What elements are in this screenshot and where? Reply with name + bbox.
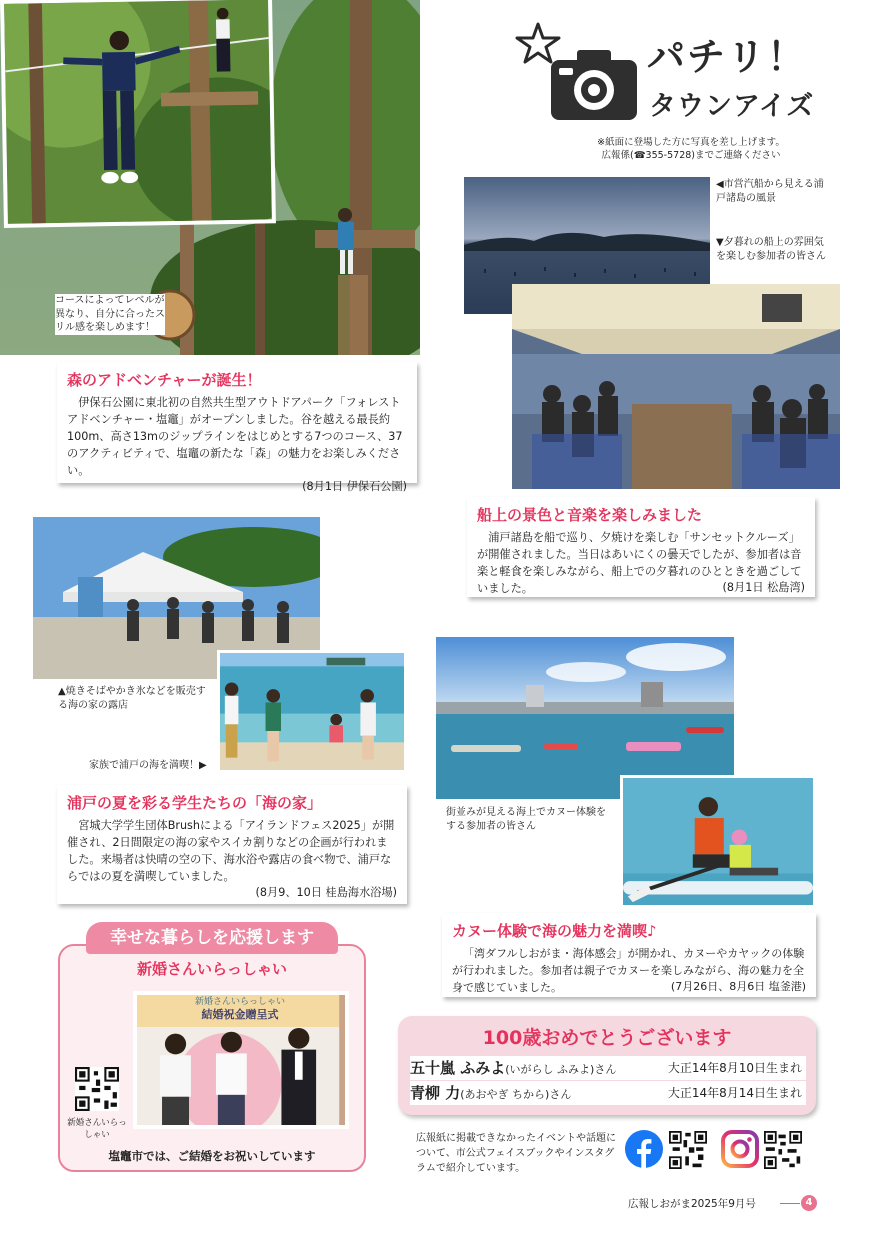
- article-forest-title: 森のアドベンチャーが誕生！: [67, 371, 262, 389]
- centenary-title: 100歳おめでとうございます: [482, 1027, 732, 1049]
- centenary-reading: (あおやぎ ちから)さん: [460, 1088, 572, 1101]
- article-forest: [57, 362, 417, 493]
- page-number: 4: [801, 1195, 817, 1211]
- article-canoe: [442, 913, 816, 997]
- newlywed-photo-sign: 新婚さんいらっしゃい: [194, 997, 285, 1007]
- cruise-photo-deck: [512, 284, 840, 489]
- article-forest-body: 伊保石公園に東北初の自然共生型アウトドアパーク「フォレストアドベンチャー・塩竈」がオープンしました。谷を越える最長約100m、高さ13mのジップラインをはじめとする7つのコース、37のアクティビティで、塩竈の新たな「森」の魅力をお楽しみください。: [67, 396, 403, 477]
- article-beach-title: 浦戸の夏を彩る学生たちの「海の家」: [67, 794, 323, 812]
- cruise-caption-islands: ◀市営汽船から見える浦戸諸島の風景: [716, 179, 824, 204]
- camera-icon: [547, 44, 641, 124]
- article-cruise-meta: (8月1日 松島湾): [722, 581, 805, 594]
- footer-divider: [780, 1203, 800, 1204]
- qr-code-icon: [669, 1131, 707, 1169]
- beach-caption-family: 家族で浦戸の海を満喫！▶: [89, 760, 207, 771]
- qr-code-icon: [764, 1131, 802, 1169]
- article-canoe-body: 「湾ダフルしおがま・海体感会」が開かれ、カヌーやカヤックの体験が行われました。参加者は親子でカヌーを楽しみながら、海の魅力を全身で感じていました。: [452, 947, 805, 994]
- centenary-reading: (いがらし ふみよ)さん: [505, 1063, 617, 1076]
- newlywed-photo-sign2: 結婚祝金贈呈式: [201, 1008, 279, 1021]
- page-title: パチリ！: [647, 35, 808, 79]
- centenary-person-1: [410, 1056, 806, 1080]
- beach-photo-family: [217, 650, 407, 773]
- newlywed-footer: 塩竈市では、ご結婚をお祝いしています: [108, 1149, 316, 1163]
- article-cruise-body: 浦戸諸島を船で巡り、夕焼けを楽しむ「サンセットクルーズ」が開催されました。当日はあいにくの曇天でしたが、参加者は音楽と軽食を楽しみながら、船上での夕暮れのひとときを過ごしていました。: [477, 531, 802, 595]
- article-canoe-meta: (7月26日、8月6日 塩釜港): [670, 980, 806, 993]
- footer-issue-text: 広報しおがま2025年9月号: [628, 1198, 756, 1210]
- article-beach-meta: (8月9、10日 桂島海水浴場): [255, 886, 397, 899]
- centenary-birth: 大正14年8月14日生まれ: [667, 1086, 802, 1100]
- forest-photo-inset: [0, 0, 276, 228]
- facebook-icon[interactable]: [625, 1130, 663, 1168]
- header-notice-line1: ※紙面に登場した方に写真を差し上げます。: [597, 137, 785, 148]
- newlywed-qr-label: 新婚さんいらっしゃい: [67, 1118, 127, 1140]
- centenary-name: 五十嵐 ふみよ: [410, 1059, 506, 1077]
- centenary-person-2: [410, 1081, 806, 1105]
- page-subtitle: タウンアイズ: [649, 91, 815, 122]
- centenary-birth: 大正14年8月10日生まれ: [667, 1061, 802, 1075]
- canoe-photo-family: [620, 775, 816, 908]
- social-text: 広報紙に掲載できなかったイベントや話題について、市公式フェイスブックやインスタグラムで紹介しています。: [416, 1133, 616, 1174]
- article-beach: [57, 785, 407, 904]
- beach-caption-stall: ▲焼きそばやかき氷などを販売する海の家の露店: [58, 686, 206, 711]
- header-notice: [560, 136, 822, 162]
- instagram-qr-code[interactable]: [764, 1131, 802, 1169]
- centenary-name: 青柳 力: [410, 1084, 461, 1102]
- footer-issue: [628, 1196, 778, 1211]
- facebook-qr-code[interactable]: [669, 1131, 707, 1169]
- forest-photo-caption: コースによってレベルが異なり、自分に合ったスリル感を楽しめます！: [55, 295, 165, 333]
- newlywed-qr-code[interactable]: [75, 1067, 119, 1111]
- article-cruise-title: 船上の景色と音楽を楽しみました: [477, 506, 703, 524]
- article-forest-meta: (8月1日 伊保石公園): [302, 480, 407, 493]
- article-canoe-title: カヌー体験で海の魅力を満喫♪: [452, 922, 657, 940]
- header-block: [515, 22, 845, 132]
- newlywed-title: 新婚さんいらっしゃい: [136, 960, 287, 978]
- cruise-caption-deck: ▼夕暮れの船上の雰囲気を楽しむ参加者の皆さん: [716, 237, 826, 262]
- qr-code-icon: [75, 1067, 119, 1111]
- instagram-icon[interactable]: [721, 1130, 759, 1168]
- newlywed-banner: 幸せな暮らしを応援します: [86, 922, 338, 954]
- header-notice-line2: 広報係(☎355-5728)までご連絡ください: [601, 150, 781, 161]
- article-beach-body: 宮城大学学生団体Brushによる「アイランドフェス2025」が開催され、2日間限定の海の家やスイカ割りなどの企画が行われました。来場者は快晴の空の下、海水浴や露店の食べ物で、浦戸ならではの夏を満喫していました。: [67, 819, 395, 883]
- canoe-caption: 街並みが見える海上でカヌー体験をする参加者の皆さん: [446, 807, 606, 832]
- article-cruise: [467, 497, 815, 597]
